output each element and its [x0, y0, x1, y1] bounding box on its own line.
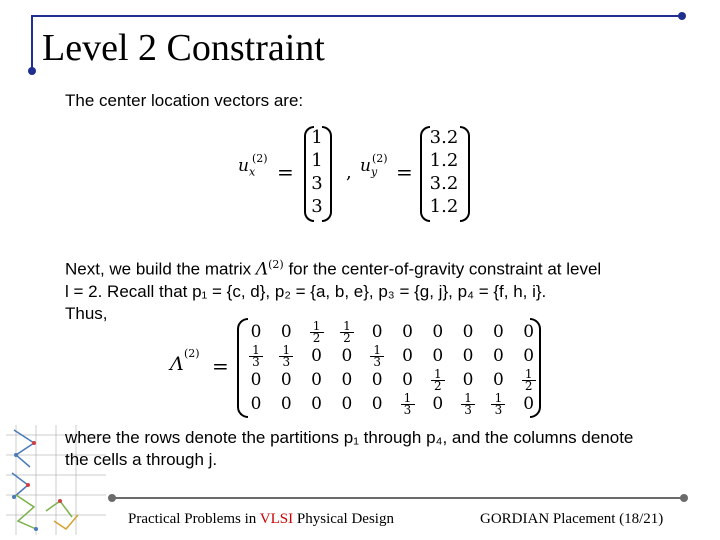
footer-dot-right: [680, 494, 688, 502]
matrix-cell-fraction: $\frac{1}{3}$: [279, 345, 293, 368]
matrix-cell-fraction: $\frac{1}{2}$: [310, 321, 324, 344]
vector-comma: ,: [346, 162, 352, 183]
uy-value: 1.2: [429, 196, 459, 217]
matrix-cell: 0: [462, 370, 474, 390]
matrix-cell-fraction: $\frac{1}{3}$: [370, 345, 384, 368]
paragraph-2-line-1: where the rows denote the partitions p₁ through p₄, and the columns denote: [65, 428, 634, 447]
matrix-cell: 0: [250, 370, 262, 390]
matrix-cell: 0: [250, 322, 262, 342]
ux-sup: (2): [252, 152, 268, 165]
uy-value: 3.2: [429, 173, 459, 194]
paragraph-2-line-2: the cells a through j.: [65, 450, 218, 469]
uy-sup: (2): [372, 152, 388, 165]
ux-value: 1: [311, 127, 323, 148]
footer-vlsi-highlight: VLSI: [259, 511, 294, 527]
matrix-cell: 0: [371, 394, 383, 414]
paragraph-1-line-2: l = 2. Recall that p₁ = {c, d}, p₂ = {a, b, e}, p₃ = {g, j}, p₄ = {f, h, i}.: [65, 281, 547, 301]
matrix-cell: 0: [523, 322, 535, 342]
matrix-cell: 0: [311, 346, 322, 366]
matrix-cell: 0: [492, 370, 504, 390]
page-title: Level 2 Constraint: [42, 27, 325, 69]
lambda-sup: (2): [184, 347, 200, 360]
lambda-eq: =: [212, 354, 229, 378]
footer-slide-number: GORDIAN Placement (18/21): [480, 511, 664, 527]
uy-eq: =: [396, 160, 413, 184]
matrix-cell: 0: [341, 370, 353, 390]
matrix-cell: 0: [432, 322, 444, 342]
lambda-label: Λ: [170, 353, 184, 375]
ux-value: 3: [311, 173, 323, 194]
frame-dot-top-right: [678, 12, 686, 20]
matrix-cell-fraction: $\frac{1}{3}$: [401, 393, 415, 416]
uy-value: 3.2: [429, 127, 459, 148]
matrix-cell: 0: [280, 370, 292, 390]
frame-top-line: [32, 15, 682, 17]
matrix-cell-fraction: $\frac{1}{3}$: [491, 393, 505, 416]
matrix-cell: 0: [492, 322, 504, 342]
ux-eq: =: [277, 160, 294, 184]
matrix-cell: 0: [432, 394, 444, 414]
paragraph-1-line-3: Thus,: [65, 303, 108, 323]
frame-left-line: [31, 15, 33, 71]
footer-dot-left: [108, 494, 116, 502]
matrix-cell: 0: [432, 346, 444, 366]
uy-label: $u_y$: [360, 156, 378, 179]
frame-dot-bottom-left: [28, 67, 36, 75]
matrix-cell: 0: [492, 346, 504, 366]
matrix-cell: 0: [371, 322, 383, 342]
matrix-cell: 0: [250, 394, 262, 414]
matrix-cell: 0: [523, 346, 535, 366]
paragraph-2: [65, 427, 665, 471]
matrix-cell: 0: [341, 346, 353, 366]
matrix-cell: 0: [280, 394, 292, 414]
matrix-cell: 0: [341, 394, 353, 414]
matrix-cell-fraction: $\frac{1}{2}$: [522, 369, 536, 392]
matrix-cell-fraction: $\frac{1}{2}$: [340, 321, 354, 344]
matrix-cell: 0: [462, 322, 474, 342]
footer-line: [112, 497, 684, 499]
matrix-cell: 0: [280, 322, 292, 342]
intro-text: The center location vectors are:: [65, 91, 304, 110]
uy-value: 1.2: [429, 150, 459, 171]
matrix-cell: 0: [371, 370, 383, 390]
ux-value: 3: [311, 196, 323, 217]
ux-value: 1: [311, 150, 323, 171]
ux-label: $u_x$: [238, 156, 256, 179]
matrix-cell-fraction: $\frac{1}{3}$: [461, 393, 475, 416]
matrix-cell: 0: [402, 346, 413, 366]
matrix-cell-fraction: $\frac{1}{2}$: [431, 369, 445, 392]
matrix-cell: 0: [523, 394, 535, 414]
matrix-cell: 0: [311, 394, 322, 414]
paragraph-1: [65, 254, 665, 325]
matrix-cell: 0: [462, 346, 474, 366]
matrix-cell: 0: [402, 322, 413, 342]
matrix-cell: 0: [402, 370, 413, 390]
footer-course-title: Practical Problems in VLSI Physical Design: [128, 511, 394, 527]
matrix-cell: 0: [311, 370, 322, 390]
paragraph-1-line-1: Next, we build the matrix $\Lambda^{(2)}$ for the center-of-gravity constraint at level: [65, 258, 602, 280]
matrix-cell-fraction: $\frac{1}{3}$: [249, 345, 263, 368]
